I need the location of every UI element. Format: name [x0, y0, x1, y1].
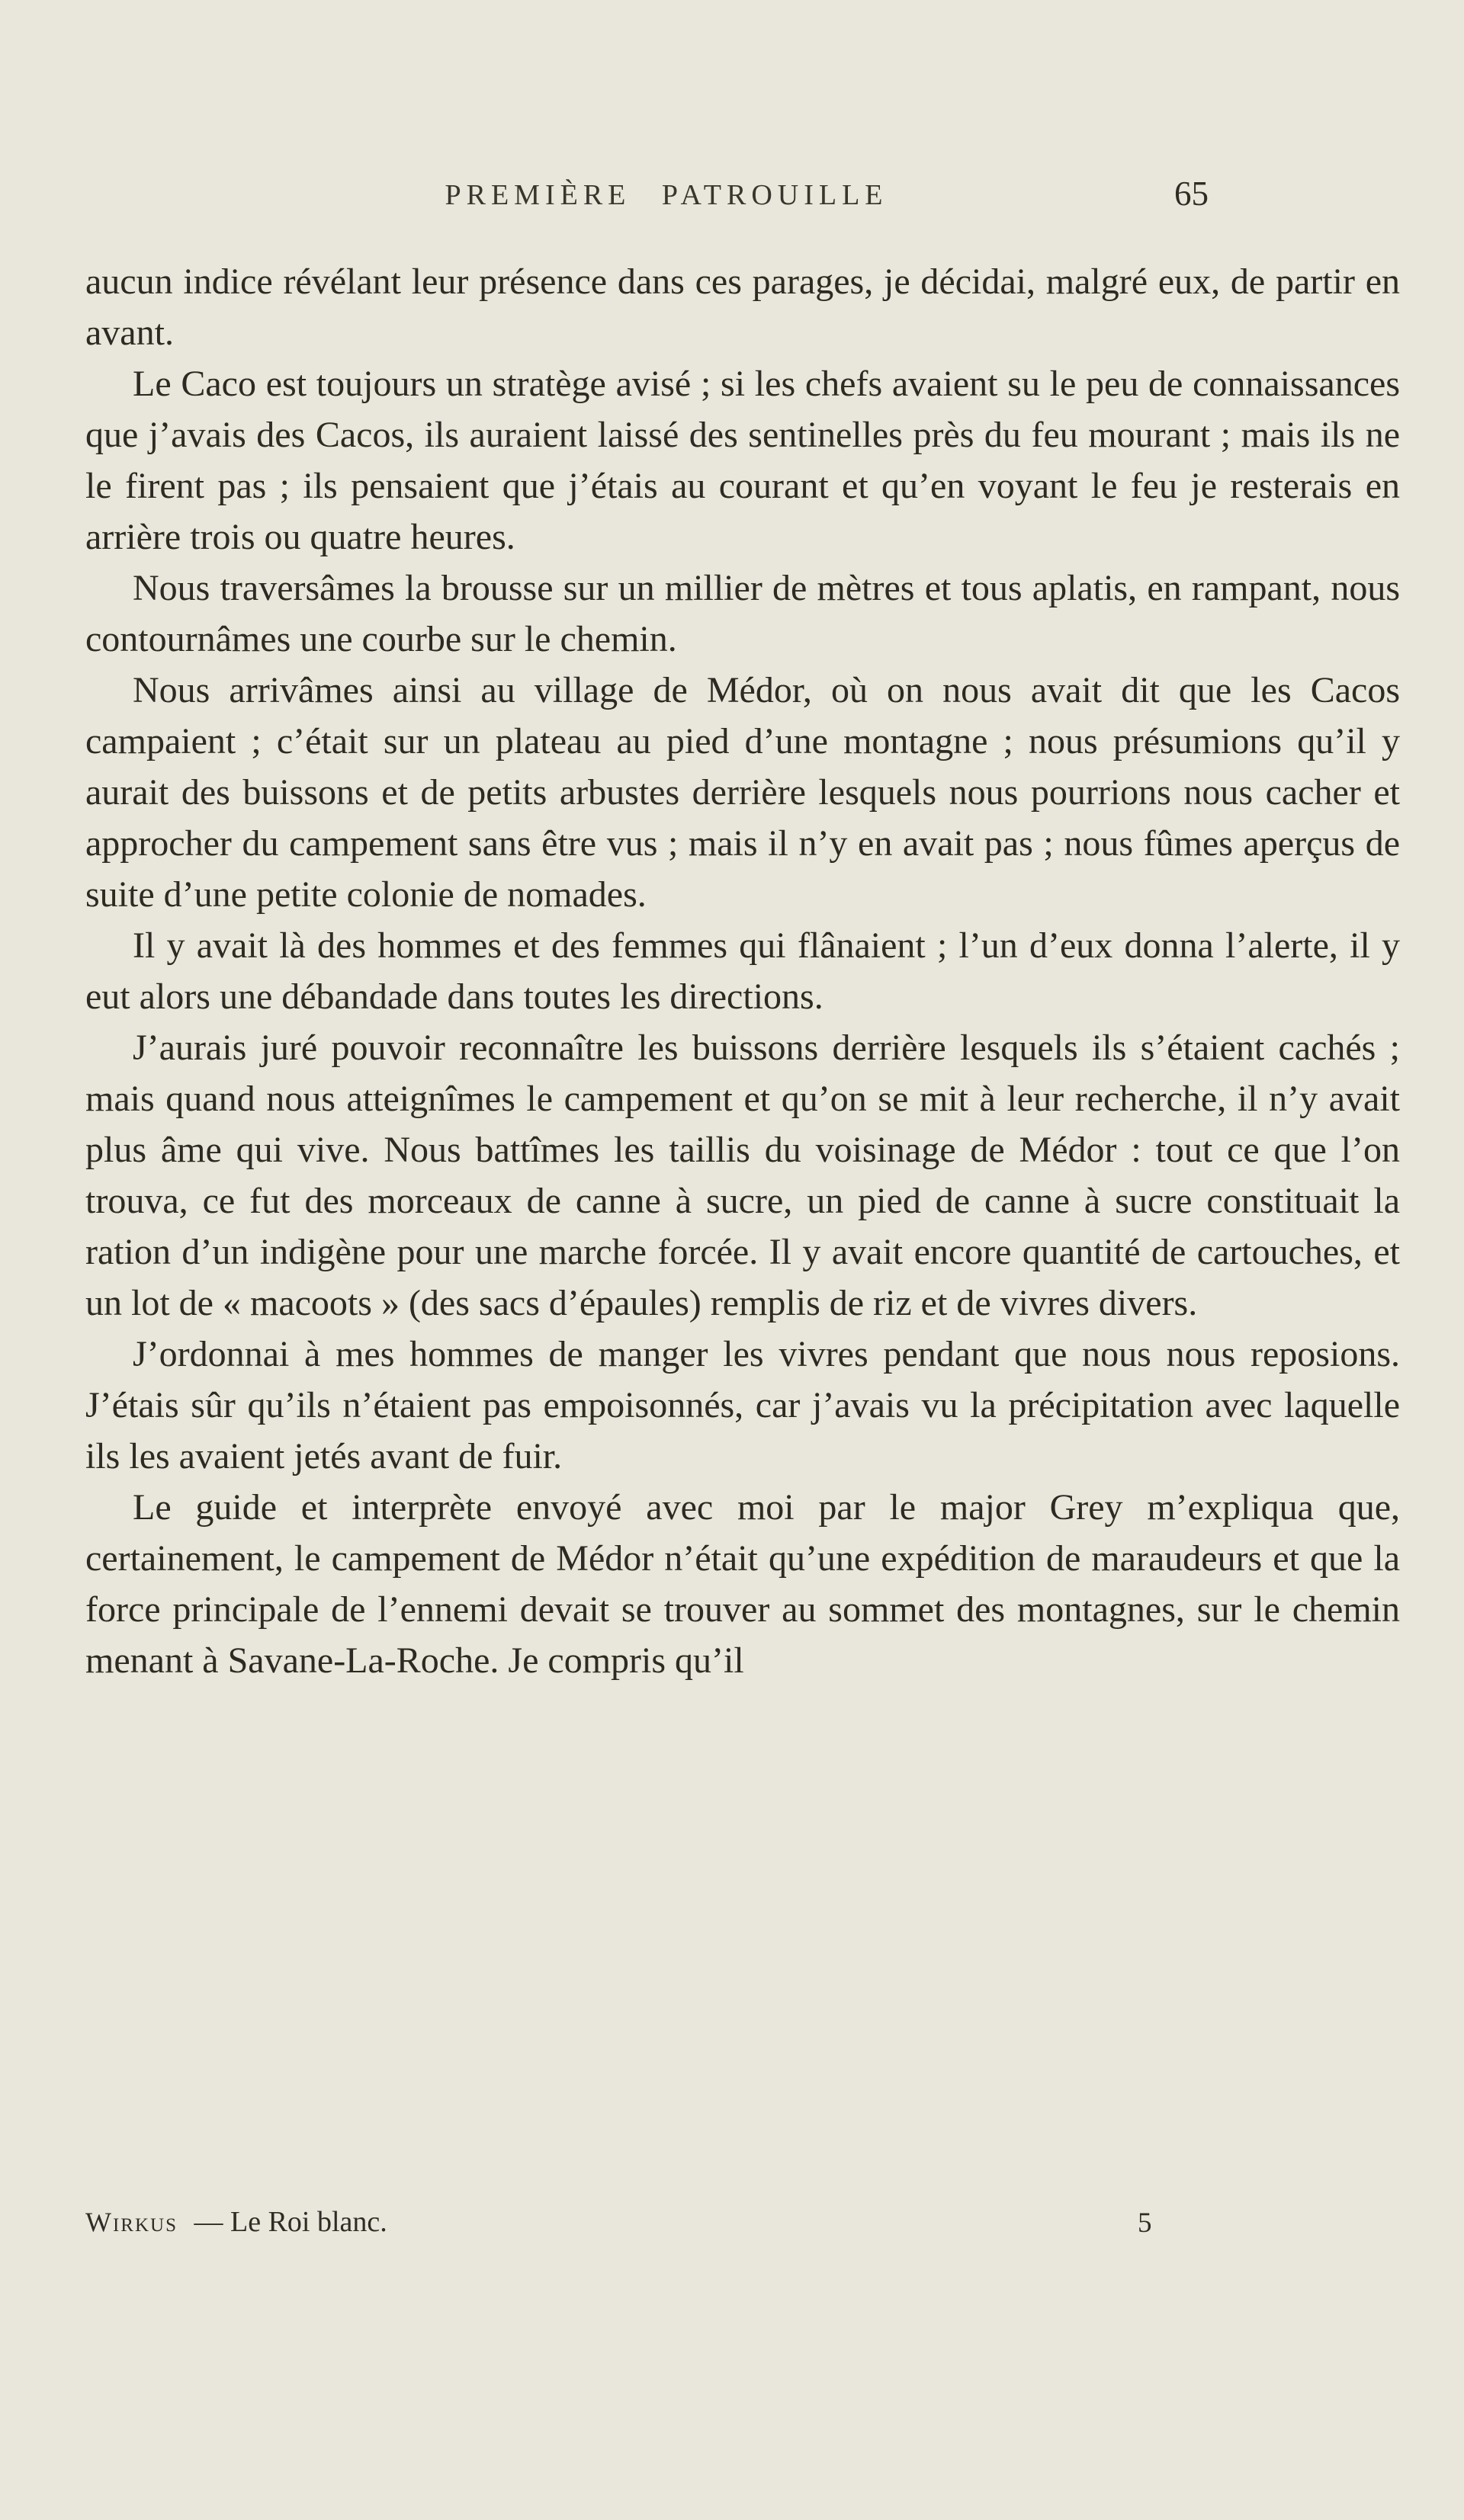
- running-title: PREMIÈRE PATROUILLE: [445, 179, 888, 211]
- paragraph: Il y avait là des hommes et des femmes qui flânaient ; l’un d’eux donna l’alerte, il y eut alors une débandade dans toutes les directions.: [85, 925, 1400, 1017]
- paragraph: J’aurais juré pouvoir reconnaître les buissons derrière lesquels ils s’étaient cachés ; mais quand nous atteignîmes le campement et qu’on se mit à leur recherche, il n’y avait plus âme qui vive. Nous battîmes les taillis du voisinage de Médor : tout ce que l’on trouva, ce fut des morceaux de canne à sucre, un pied de canne à sucre constituait la ration d’un indigène pour une marche forcée. Il y avait encore quantité de cartouches, et un lot de « macoots » (des sacs d’épaules) remplis de riz et de vivres divers.: [85, 1028, 1400, 1323]
- paragraph: Le guide et interprète envoyé avec moi par le major Grey m’expliqua que, certainement, le campement de Médor n’était qu’une expédition de maraudeurs et que la force principale de l’ennemi devait se trouver au sommet des montagnes, sur le chemin menant à Savane-La-Roche. Je compris qu’il: [85, 1487, 1400, 1681]
- paragraph: Le Caco est toujours un stratège avisé ; si les chefs avaient su le peu de connaissances que j’avais des Cacos, ils auraient laissé des sentinelles près du feu mourant ; mais ils ne le firent pas ; ils pensaient que j’étais au courant et qu’en voyant le feu je resterais en arrière trois ou quatre heures.: [85, 364, 1400, 557]
- signature-book-title: — Le Roi blanc.: [194, 2206, 387, 2238]
- page-body: [85, 256, 1400, 1686]
- signature-line: [85, 2205, 387, 2239]
- sheet-number: 5: [1138, 2207, 1152, 2239]
- page-number: 65: [1174, 175, 1209, 213]
- paragraph: Nous arrivâmes ainsi au village de Médor, où on nous avait dit que les Cacos campaient ; c’était sur un plateau au pied d’une montagne ; nous présumions qu’il y aurait des buissons et de petits arbustes derrière lesquels nous pourrions nous cacher et approcher du campement sans être vus ; mais il n’y en avait pas ; nous fûmes aperçus de suite d’une petite colonie de nomades.: [85, 670, 1400, 915]
- paragraph: aucun indice révélant leur présence dans ces parages, je décidai, malgré eux, de partir en avant.: [85, 261, 1400, 353]
- signature-author: Wirkus: [85, 2207, 178, 2237]
- paragraph: J’ordonnai à mes hommes de manger les vivres pendant que nous nous reposions. J’étais sûr qu’ils n’étaient pas empoisonnés, car j’avais vu la précipitation avec laquelle ils les avaient jetés avant de fuir.: [85, 1334, 1400, 1476]
- paragraph: Nous traversâmes la brousse sur un millier de mètres et tous aplatis, en rampant, nous contournâmes une courbe sur le chemin.: [85, 568, 1400, 659]
- page-footer: [85, 2205, 1400, 2254]
- page-header: [85, 174, 1400, 223]
